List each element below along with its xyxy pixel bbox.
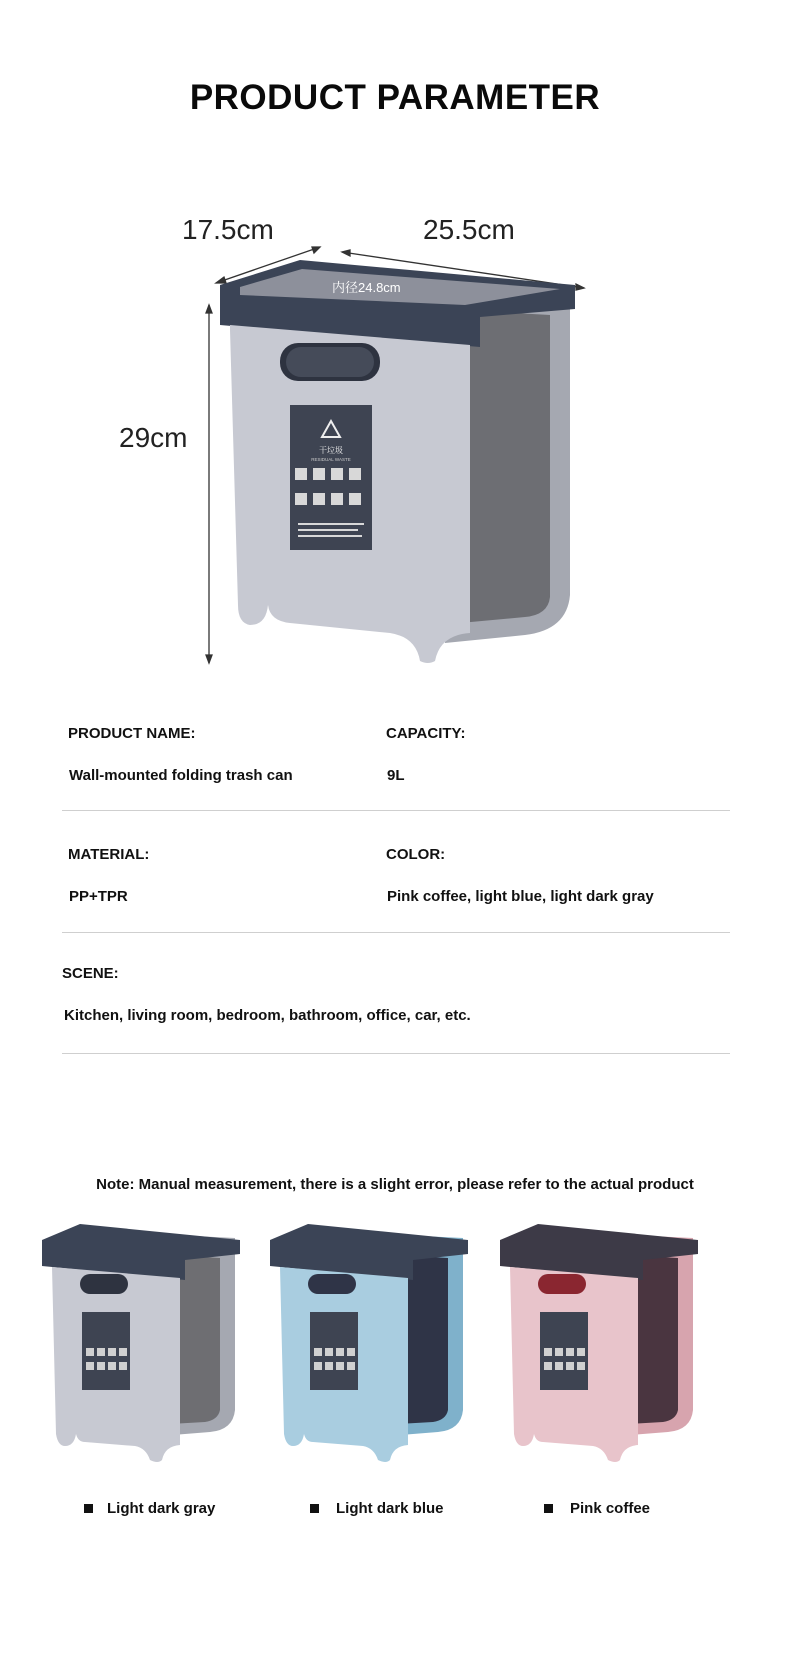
scene-value: Kitchen, living room, bedroom, bathroom, office, car, etc. [64, 1007, 471, 1024]
panel-heading: 干垃圾 [319, 446, 343, 455]
capacity-label: CAPACITY: [386, 725, 466, 742]
scene-label: SCENE: [62, 965, 119, 982]
color-value: Pink coffee, light blue, light dark gray [387, 888, 654, 905]
divider-3 [62, 1053, 730, 1054]
color-label: COLOR: [386, 846, 446, 863]
divider-1 [62, 810, 730, 811]
variant-blue [268, 1220, 468, 1470]
bullet-icon [84, 1504, 93, 1513]
capacity-value: 9L [387, 767, 405, 784]
variant-gray-image [40, 1220, 240, 1470]
material-value: PP+TPR [69, 888, 128, 905]
page-title: PRODUCT PARAMETER [189, 78, 601, 117]
divider-2 [62, 932, 730, 933]
height-dimension: 29cm [119, 422, 188, 453]
width-dimension: 25.5cm [423, 214, 515, 245]
variant-pink-image [498, 1220, 698, 1470]
bullet-icon [544, 1504, 553, 1513]
material-label: MATERIAL: [68, 846, 150, 863]
variant-label-blue: Light dark blue [336, 1500, 444, 1517]
main-product-illustration [120, 225, 600, 715]
variant-blue-image [268, 1220, 468, 1470]
inner-diameter-label: 内径24.8cm [332, 280, 401, 295]
variant-gray [40, 1220, 240, 1470]
panel-subheading: RESIDUAL WASTE [311, 457, 351, 462]
variant-label-pink: Pink coffee [570, 1500, 651, 1517]
measurement-note: Note: Manual measurement, there is a slight error, please refer to the actual product [96, 1176, 694, 1193]
product-name-label: PRODUCT NAME: [68, 725, 196, 742]
variant-label-gray: Light dark gray [107, 1500, 216, 1517]
product-name-value: Wall-mounted folding trash can [69, 767, 293, 784]
variant-pink [498, 1220, 698, 1470]
bullet-icon [310, 1504, 319, 1513]
depth-dimension: 17.5cm [182, 214, 274, 245]
